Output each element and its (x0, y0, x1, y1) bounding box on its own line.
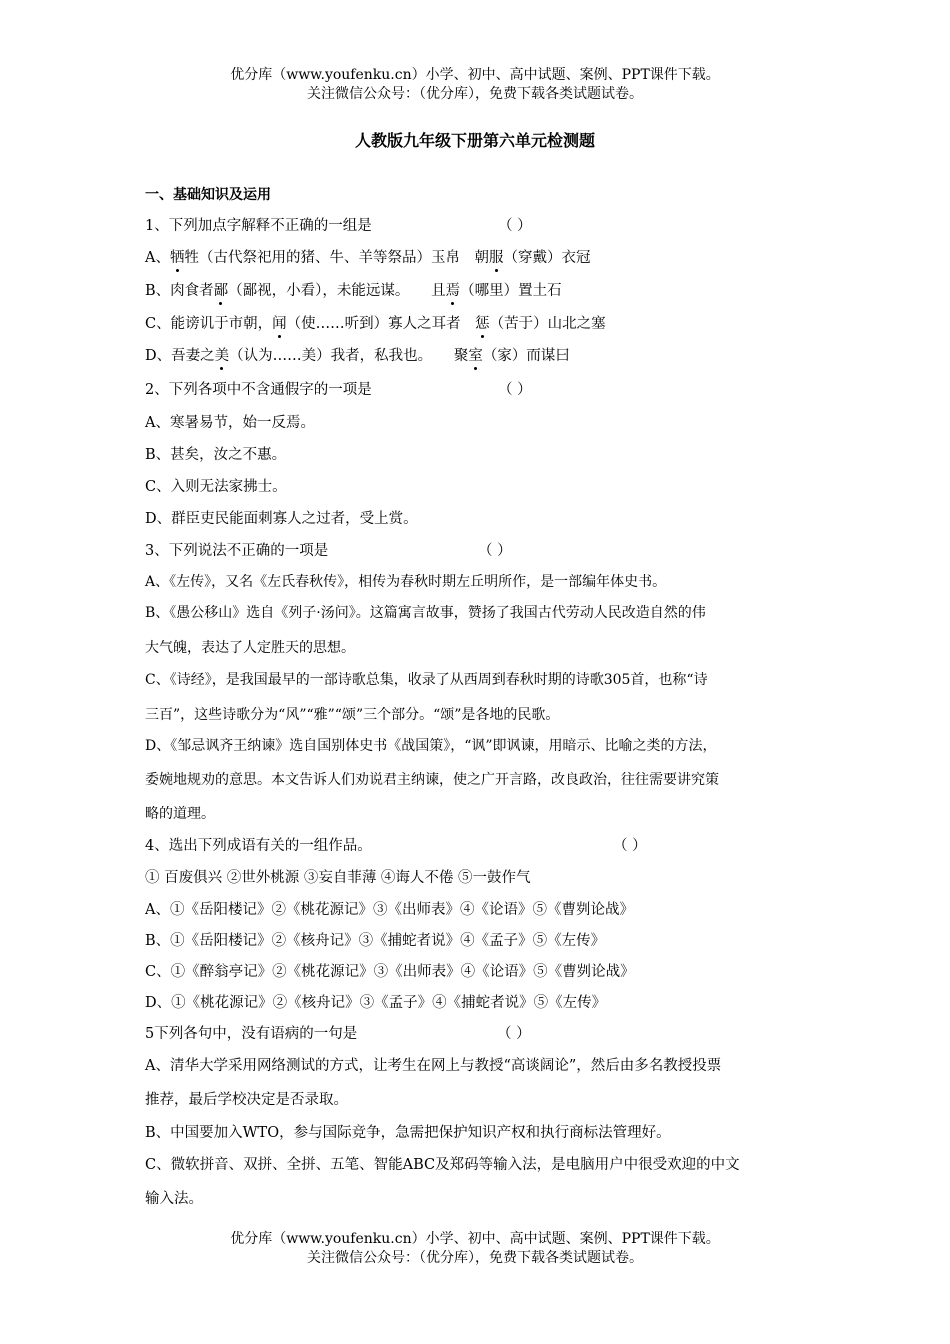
q2-stem (145, 378, 532, 399)
q4-option-a: A、①《岳阳楼记》②《桃花源记》③《出师表》④《论语》⑤《曹刿论战》 (145, 902, 634, 918)
q1-option-c (145, 312, 606, 333)
option-text: （哪里）置土石 (460, 283, 562, 299)
option-text: D、吾妻之 (145, 348, 215, 364)
dotted-char: 牺 (169, 250, 185, 266)
q4-idiom-list: ① 百废俱兴 ②世外桃源 ③妄自菲薄 ④诲人不倦 ⑤一鼓作气 (145, 870, 531, 886)
q3-option-c-line2: 三百”，这些诗歌分为“风”“雅”“颂”三个部分。“颂”是各地的民歌。 (145, 707, 560, 723)
section-heading: 一、基础知识及运用 (145, 187, 271, 203)
question-text: 3、下列说法不正确的一项是 (145, 543, 329, 559)
option-text: B、肉食者 (145, 283, 214, 299)
option-text: （家）而谋曰 (482, 348, 570, 364)
question-text: 5下列各句中，没有语病的一句是 (145, 1026, 358, 1042)
answer-paren: （ ） (497, 1026, 531, 1042)
q5-option-b: B、中国要加入WTO，参与国际竞争，急需把保护知识产权和执行商标法管理好。 (145, 1125, 671, 1141)
dotted-char: 鄙 (213, 283, 229, 299)
dotted-char: 服 (488, 250, 504, 266)
q2-option-d: D、群臣吏民能面刺寡人之过者，受上赏。 (145, 511, 418, 527)
option-text: （鄙视，小看），未能远谋。 且 (228, 283, 446, 299)
q4-option-d: D、①《桃花源记》②《核舟记》③《孟子》④《捕蛇者说》⑤《左传》 (145, 995, 607, 1011)
option-text: A、 (145, 250, 170, 266)
header-line-1: 优分库（www.youfenku.cn）小学、初中、高中试题、案例、PPT课件下载。 (230, 67, 720, 83)
q3-option-d-line3: 略的道理。 (145, 806, 215, 822)
page-footer (0, 1230, 950, 1268)
q3-option-d-line1: D、《邹忌讽齐王纳谏》选自国别体史书《战国策》，“讽”即讽谏，用暗示、比喻之类的方法， (145, 738, 717, 754)
footer-line-1: 优分库（www.youfenku.cn）小学、初中、高中试题、案例、PPT课件下载。 (230, 1231, 720, 1247)
q3-option-a: A、《左传》，又名《左氏春秋传》，相传为春秋时期左丘明所作，是一部编年体史书。 (145, 574, 667, 590)
dotted-char: 惩 (475, 316, 490, 332)
answer-paren: （ ） (613, 838, 647, 854)
footer-line-2: 关注微信公众号：（优分库），免费下载各类试题试卷。 (307, 1250, 643, 1266)
dotted-char: 焉 (445, 283, 461, 299)
question-text: 2、下列各项中不含通假字的一项是 (145, 382, 372, 398)
q2-option-c: C、入则无法家拂士。 (145, 479, 287, 495)
page-header (0, 66, 950, 104)
question-text: 4、选出下列成语有关的一组作品。 (145, 838, 372, 854)
q3-option-b-line1: B、《愚公移山》选自《列子·汤问》。这篇寓言故事，赞扬了我国古代劳动人民改造自然的伟 (145, 605, 706, 621)
answer-paren: （ ） (498, 218, 532, 234)
option-text: C、能谤讥于市朝， (145, 316, 273, 332)
question-text: 1、下列加点字解释不正确的一组是 (145, 218, 372, 234)
header-line-2: 关注微信公众号：（优分库），免费下载各类试题试卷。 (307, 86, 643, 102)
q2-option-b: B、甚矣，汝之不惠。 (145, 447, 287, 463)
option-text: 朝 (474, 250, 489, 266)
q4-stem (145, 834, 647, 855)
q5-option-a-line2: 推荐，最后学校决定是否录取。 (145, 1092, 348, 1108)
option-text: （使……听到）寡人之耳者 (286, 316, 476, 332)
answer-paren: （ ） (478, 543, 512, 559)
q1-option-b (145, 279, 562, 300)
option-text: （苦于）山北之塞 (489, 316, 606, 332)
q3-stem (145, 539, 512, 560)
q3-option-c-line1: C、《诗经》，是我国最早的一部诗歌总集，收录了从西周到春秋时期的诗歌305首，也称“诗 (145, 672, 708, 688)
page-title: 人教版九年级下册第六单元检测题 (354, 131, 595, 150)
q3-option-d-line2: 委婉地规劝的意思。本文告诉人们劝说君主纳谏，使之广开言路，改良政治，往往需要讲究策 (145, 772, 719, 788)
q5-option-c-line1: C、微软拼音、双拼、全拼、五笔、智能ABC及郑码等输入法，是电脑用户中很受欢迎的中文 (145, 1157, 740, 1173)
answer-paren: （ ） (498, 382, 532, 398)
q2-option-a: A、寒暑易节，始一反焉。 (145, 415, 315, 431)
dotted-char: 闻 (272, 316, 287, 332)
q1-option-a (145, 246, 590, 267)
dotted-char: 室 (468, 348, 483, 364)
q1-stem (145, 214, 532, 235)
q5-stem (145, 1022, 531, 1043)
dotted-char: 美 (214, 348, 230, 364)
q1-option-d (145, 344, 570, 365)
q5-option-a-line1: A、清华大学采用网络测试的方式，让考生在网上与教授“高谈阔论”，然后由多名教授投票 (145, 1058, 722, 1074)
q3-option-b-line2: 大气魄，表达了人定胜天的思想。 (145, 640, 355, 656)
option-text: 牲（古代祭祀用的猪、牛、羊等祭品）玉帛 (184, 250, 475, 266)
option-text: （穿戴）衣冠 (503, 250, 591, 266)
q4-option-b: B、①《岳阳楼记》②《核舟记》③《捕蛇者说》④《孟子》⑤《左传》 (145, 933, 606, 949)
option-text: （认为……美）我者，私我也。 聚 (229, 348, 469, 364)
q5-option-c-line2: 输入法。 (145, 1191, 203, 1207)
q4-option-c: C、①《醉翁亭记》②《桃花源记》③《出师表》④《论语》⑤《曹刿论战》 (145, 964, 635, 980)
